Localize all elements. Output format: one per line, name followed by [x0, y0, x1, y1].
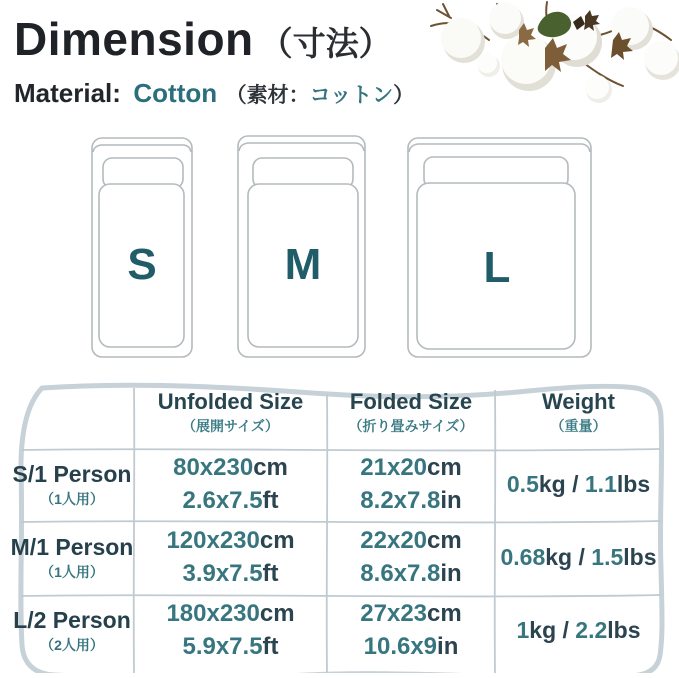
row-m-label-cell: [10, 521, 134, 595]
row-s-unfolded-ft-unit: ft: [262, 487, 279, 514]
header-folded-jp: （折り畳みサイズ）: [348, 418, 474, 435]
row-m-weight-cell: [495, 521, 662, 595]
row-m-unfolded-cell: [134, 521, 327, 595]
size-label-m: M: [284, 240, 322, 289]
row-m-unfolded-ft-unit: ft: [262, 560, 279, 587]
row-s-folded-cm-unit: cm: [427, 454, 462, 482]
row-l-folded-cm: 27x23: [360, 599, 428, 627]
row-l-label-cell: [10, 595, 134, 666]
header-folded-size: [327, 376, 495, 449]
material-jp-suffix: ）: [393, 84, 415, 107]
header-unfolded-size: [134, 376, 327, 449]
material-japanese: [226, 84, 415, 107]
row-l-weight-lbs-unit: lbs: [607, 616, 641, 643]
row-s-folded-in-unit: in: [440, 487, 462, 514]
row-m-unfolded-cm: 120x230: [166, 527, 260, 555]
row-l-folded-cm-unit: cm: [427, 599, 462, 627]
row-s-weight-kg-unit: kg /: [538, 471, 585, 498]
title-text: Dimension: [14, 13, 254, 65]
material-jp-prefix: （素材：: [225, 84, 310, 107]
row-s-unfolded-ft: 2.6x7.5: [182, 487, 263, 514]
row-s-unfolded-cell: [134, 449, 327, 521]
row-s-folded-cell: [327, 449, 495, 521]
title-japanese: （寸法）: [259, 25, 392, 62]
size-diagrams: [0, 130, 679, 370]
row-m-folded-cm-unit: cm: [427, 527, 462, 555]
row-m-weight-kg: 0.68: [500, 544, 546, 571]
row-m-label-jp: （1人用）: [40, 564, 104, 581]
header-empty-cell: [10, 376, 134, 449]
row-l-weight-kg-unit: kg /: [529, 616, 576, 643]
row-l-folded-in: 10.6x9: [363, 632, 438, 660]
row-s-weight-lbs-unit: lbs: [616, 471, 651, 498]
size-label-s: S: [127, 240, 157, 289]
row-l-unfolded-ft-unit: ft: [262, 632, 279, 660]
row-s-weight-kg: 0.5: [506, 471, 539, 498]
row-m-weight-kg-unit: kg /: [545, 544, 592, 571]
row-s-label: S/1 Person: [12, 461, 132, 488]
header-weight-en: Weight: [542, 388, 615, 414]
row-l-label: L/2 Person: [13, 606, 131, 633]
row-s-unfolded-cm: 80x230: [173, 454, 254, 482]
material-value: Cotton: [133, 78, 218, 108]
row-l-folded-cell: [327, 595, 495, 666]
row-l-label-jp: （2人用）: [40, 636, 104, 653]
row-l-weight-lbs: 2.2: [575, 616, 608, 643]
page-title: [14, 12, 392, 66]
table-cells: [10, 376, 662, 668]
row-m-unfolded-cm-unit: cm: [259, 527, 295, 555]
row-l-weight-kg: 1: [516, 616, 530, 643]
row-l-folded-in-unit: in: [437, 632, 459, 660]
row-l-unfolded-cm-unit: cm: [259, 599, 295, 627]
row-l-weight-cell: [495, 595, 662, 666]
material-label: Material:: [14, 78, 121, 108]
row-m-folded-cm: 22x20: [360, 527, 428, 555]
row-s-label-cell: [10, 449, 134, 521]
row-s-folded-cm: 21x20: [360, 454, 428, 482]
row-m-unfolded-ft: 3.9x7.5: [182, 560, 263, 587]
row-s-label-jp: （1人用）: [40, 491, 104, 508]
row-m-folded-in-unit: in: [440, 560, 462, 587]
row-l-unfolded-cm: 180x230: [166, 599, 260, 627]
row-l-unfolded-cell: [134, 595, 327, 666]
row-s-weight-cell: [495, 449, 662, 521]
row-m-weight-lbs: 1.5: [591, 544, 624, 571]
size-label-l: L: [483, 243, 511, 292]
header-unfolded-en: Unfolded Size: [157, 388, 304, 414]
row-s-weight-lbs: 1.1: [584, 471, 617, 498]
row-m-folded-in: 8.6x7.8: [360, 560, 441, 587]
header-unfolded-jp: （展開サイズ）: [182, 418, 279, 435]
size-table: [8, 373, 668, 673]
row-s-folded-in: 8.2x7.8: [360, 487, 441, 514]
header-weight-jp: （重量）: [550, 418, 607, 435]
row-m-weight-lbs-unit: lbs: [623, 544, 657, 571]
cotton-plant-image: [427, 0, 679, 132]
row-m-label: M/1 Person: [10, 534, 134, 561]
row-l-unfolded-ft: 5.9x7.5: [182, 632, 263, 660]
material-line: [14, 78, 414, 109]
row-s-unfolded-cm-unit: cm: [253, 454, 288, 482]
header-weight: [495, 376, 662, 449]
header-folded-en: Folded Size: [349, 388, 473, 414]
row-m-folded-cell: [327, 521, 495, 595]
material-jp-value: コットン: [309, 84, 394, 107]
